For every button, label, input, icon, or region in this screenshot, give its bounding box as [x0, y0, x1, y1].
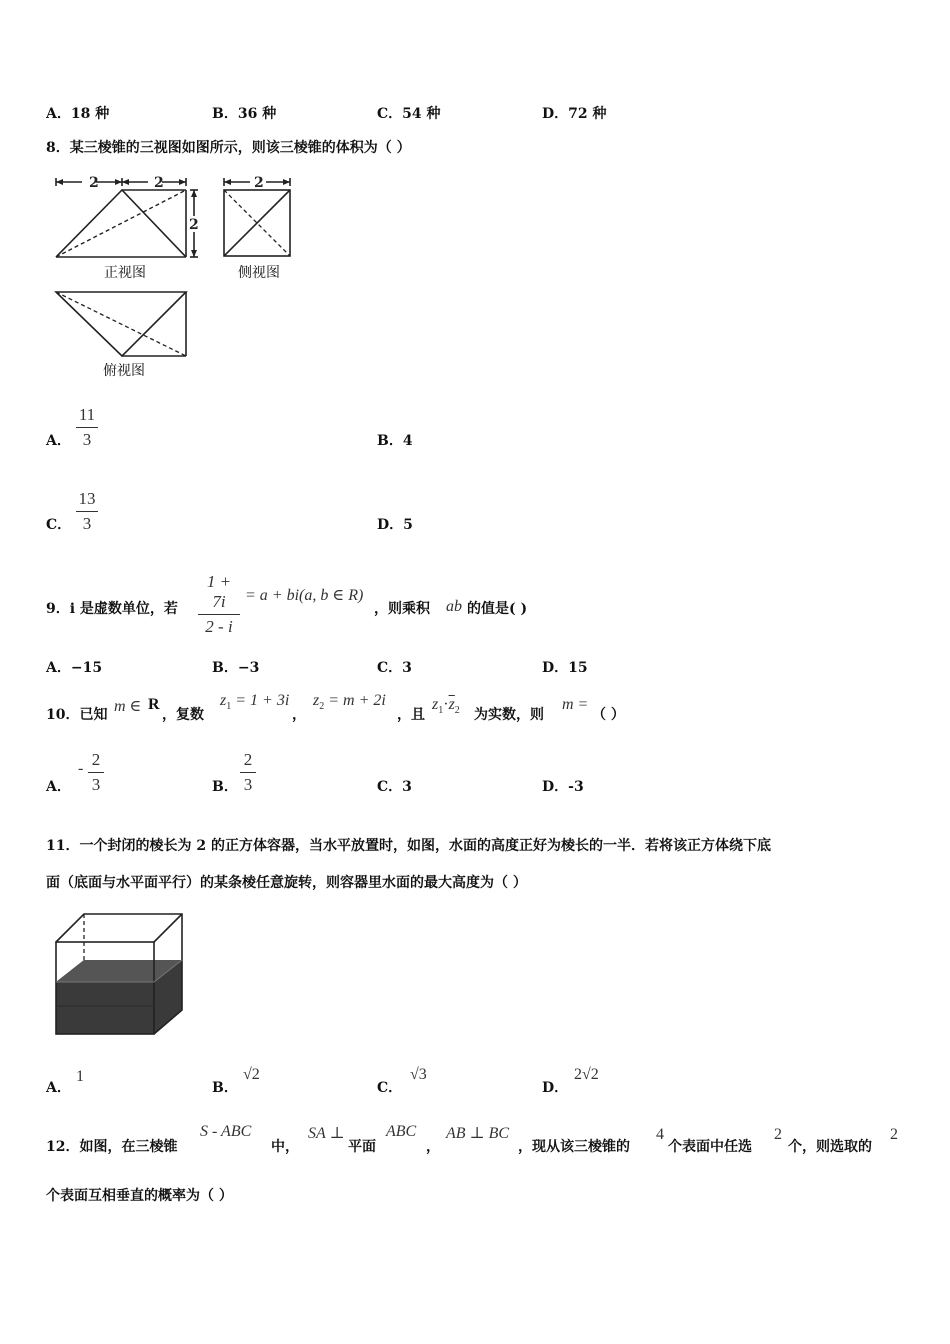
q12-abc: ABC	[386, 1123, 417, 1140]
q12-four: 4	[656, 1126, 664, 1143]
q12-plane: 平面	[348, 1139, 376, 1155]
q10-m-in: m ∈	[114, 698, 142, 715]
q10-comma: ，	[292, 707, 306, 723]
top-view-caption: 俯视图	[103, 363, 145, 379]
q8-option-b: B．4	[377, 433, 413, 449]
q12-ab-perp-bc: AB ⊥ BC	[446, 1125, 510, 1142]
q9-stem-pre: 9．i 是虚数单位，若	[46, 601, 178, 617]
q11-stem-line1: 11．一个封闭的棱长为 2 的正方体容器，当水平放置时，如图，水面的高度正好为棱长的一半．若将该正方体绕下底	[46, 838, 771, 854]
q9-fraction: 1 + 7i 2 - i	[198, 572, 240, 637]
q12-stem-t2: 个表面中任选	[668, 1139, 752, 1155]
q10-real-set: R	[148, 696, 160, 713]
q8-option-c-fraction: 13 3	[76, 489, 98, 534]
q11-option-a-value: 1	[76, 1068, 84, 1085]
q11-option-a-letter: A．	[46, 1080, 71, 1096]
side-view-caption: 侧视图	[238, 265, 280, 281]
q9-option-b: B．−3	[212, 660, 260, 676]
q12-stem-t1: ，现从该三棱锥的	[518, 1139, 630, 1155]
q11-stem-line2: 面（底面与水平面平行）的某条棱任意旋转，则容器里水面的最大高度为（ ）	[46, 875, 527, 891]
q12-comma: ，	[426, 1139, 440, 1155]
cube-water-figure	[52, 910, 188, 1040]
q12-stem-pre: 12．如图，在三棱锥	[46, 1139, 178, 1155]
q9-option-d: D．15	[542, 660, 588, 676]
q11-option-d-value: 2√2	[574, 1066, 599, 1083]
q10-stem-t1: ，复数	[162, 707, 204, 723]
q10-paren: （ ）	[592, 707, 625, 723]
q10-option-b-fraction: 2 3	[240, 750, 256, 795]
q9-stem-post: 的值是( )	[467, 601, 528, 617]
q8-option-c-letter: C．	[46, 517, 72, 533]
q11-option-c-value: √3	[410, 1066, 427, 1083]
side-view-figure	[218, 172, 298, 264]
side-dim-width: 2	[254, 175, 264, 191]
front-dim-right: 2	[154, 175, 164, 191]
q10-stem-t3: 为实数，则	[474, 707, 544, 723]
q11-option-c-letter: C．	[377, 1080, 403, 1096]
q10-z2: $z_2 = m + 2i$	[313, 692, 386, 713]
front-dim-left: 2	[89, 175, 99, 191]
q7-option-c: C．54 种	[377, 106, 441, 122]
q7-option-b: B．36 种	[212, 106, 277, 122]
q11-option-d-letter: D．	[542, 1080, 569, 1096]
q7-option-d: D．72 种	[542, 106, 607, 122]
q10-option-d: D．-3	[542, 779, 584, 795]
q8-stem: 8．某三棱锥的三视图如图所示，则该三棱锥的体积为（ ）	[46, 140, 411, 156]
q10-option-b-letter: B．	[212, 779, 238, 795]
q12-two-again: 2	[890, 1126, 898, 1143]
q10-option-c: C．3	[377, 779, 412, 795]
q8-option-a-fraction: 11 3	[76, 405, 98, 450]
q10-option-a-fraction: 2 3	[88, 750, 104, 795]
q10-stem-pre: 10．已知	[46, 707, 108, 723]
top-view-figure	[52, 286, 192, 362]
q8-option-a-letter: A．	[46, 433, 71, 449]
q9-option-a: A．−15	[46, 660, 103, 676]
front-view-caption: 正视图	[104, 265, 146, 281]
q8-option-d: D．5	[377, 517, 413, 533]
q9-equation: = a + bi(a, b ∈ R)	[245, 587, 364, 604]
q9-ab: ab	[446, 598, 462, 615]
q10-stem-t2: ，且	[397, 707, 425, 723]
q12-sa-perp: SA ⊥	[308, 1125, 345, 1142]
front-dim-height: 2	[189, 217, 199, 233]
q9-stem-mid: ，则乘积	[374, 601, 430, 617]
q10-option-a-letter: A．	[46, 779, 71, 795]
q10-z1: $z_1 = 1 + 3i$	[220, 692, 290, 713]
q7-option-a: A．18 种	[46, 106, 110, 122]
q10-product: $z_1\cdot\overline{z}_2$	[432, 696, 460, 717]
q12-pyramid: S - ABC	[200, 1123, 252, 1140]
q10-m-eq: m =	[562, 696, 589, 713]
q12-stem-t3: 个，则选取的	[788, 1139, 872, 1155]
q10-option-a-sign: -	[78, 760, 84, 777]
q9-option-c: C．3	[377, 660, 412, 676]
q11-option-b-value: √2	[243, 1066, 260, 1083]
q12-zhong: 中，	[271, 1139, 299, 1155]
q12-two: 2	[774, 1126, 782, 1143]
q12-stem-line2: 个表面互相垂直的概率为（ ）	[46, 1188, 233, 1204]
q11-option-b-letter: B．	[212, 1080, 238, 1096]
